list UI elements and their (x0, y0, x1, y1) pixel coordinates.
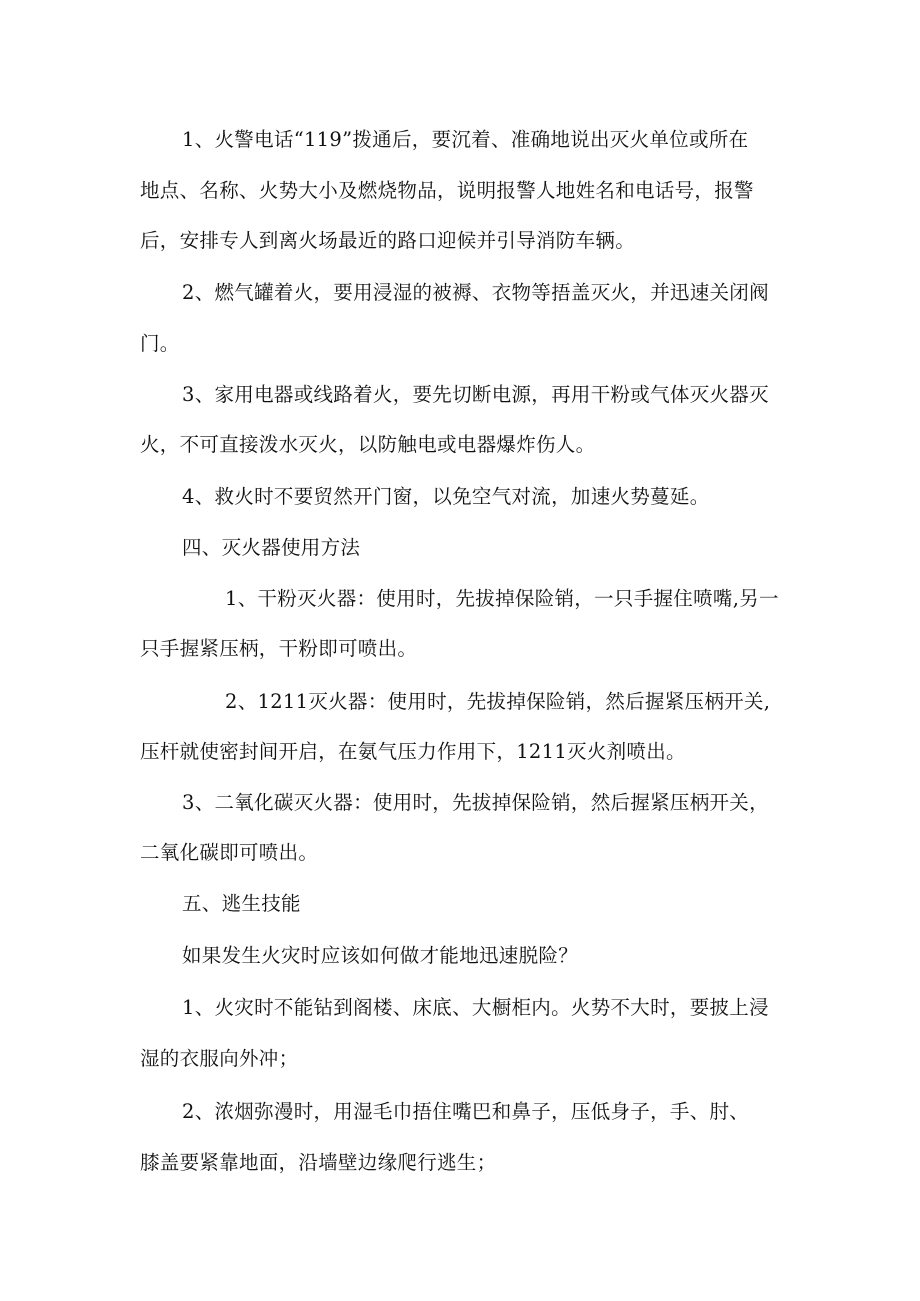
paragraph-line: 2、1211灭火器：使用时，先拔掉保险销，然后握紧压柄开关, (225, 690, 771, 713)
paragraph-line: 门。 (140, 332, 180, 355)
paragraph-line: 湿的衣服向外冲； (140, 1047, 299, 1070)
paragraph-line: 二氧化碳即可喷出。 (140, 841, 319, 864)
paragraph-line: 后，安排专人到离火场最近的路口迎候并引导消防车辆。 (140, 229, 636, 252)
paragraph-line: 2、浓烟弥漫时，用湿毛巾捂住嘴巴和鼻子，压低身子，手、肘、 (182, 1100, 750, 1123)
section-heading: 四、灭火器使用方法 (182, 536, 361, 559)
paragraph-line: 膝盖要紧靠地面，沿墙壁边缘爬行逃生； (140, 1151, 497, 1174)
paragraph-line: 3、二氧化碳灭火器：使用时，先拔掉保险销，然后握紧压柄开关， (182, 791, 769, 814)
section-heading: 五、逃生技能 (182, 892, 301, 915)
paragraph-line: 1、火灾时不能钻到阁楼、床底、大橱柜内。火势不大时，要披上浸 (182, 996, 769, 1019)
paragraph-line: 只手握紧压柄，干粉即可喷出。 (140, 637, 418, 660)
paragraph-line: 压杆就使密封间开启，在氨气压力作用下，1211灭火剂喷出。 (140, 740, 686, 763)
paragraph-line: 2、燃气罐着火，要用浸湿的被褥、衣物等捂盖灭火，并迅速关闭阀 (182, 281, 769, 304)
paragraph-line: 1、火警电话“119”拨通后，要沉着、准确地说出灭火单位或所在 (182, 128, 749, 151)
paragraph-line: 1、干粉灭火器：使用时，先拔掉保险销，一只手握住喷嘴,另一 (225, 587, 779, 610)
paragraph-line: 地点、名称、火势大小及燃烧物品，说明报警人地姓名和电话号，报警 (140, 179, 754, 202)
paragraph-line: 如果发生火灾时应该如何做才能地迅速脱险？ (182, 944, 579, 967)
paragraph-line: 4、救火时不要贸然开门窗，以免空气对流，加速火势蔓延。 (182, 485, 710, 508)
paragraph-line: 3、家用电器或线路着火，要先切断电源，再用干粉或气体灭火器灭 (182, 383, 769, 406)
paragraph-line: 火，不可直接泼水灭火，以防触电或电器爆炸伤人。 (140, 433, 596, 456)
